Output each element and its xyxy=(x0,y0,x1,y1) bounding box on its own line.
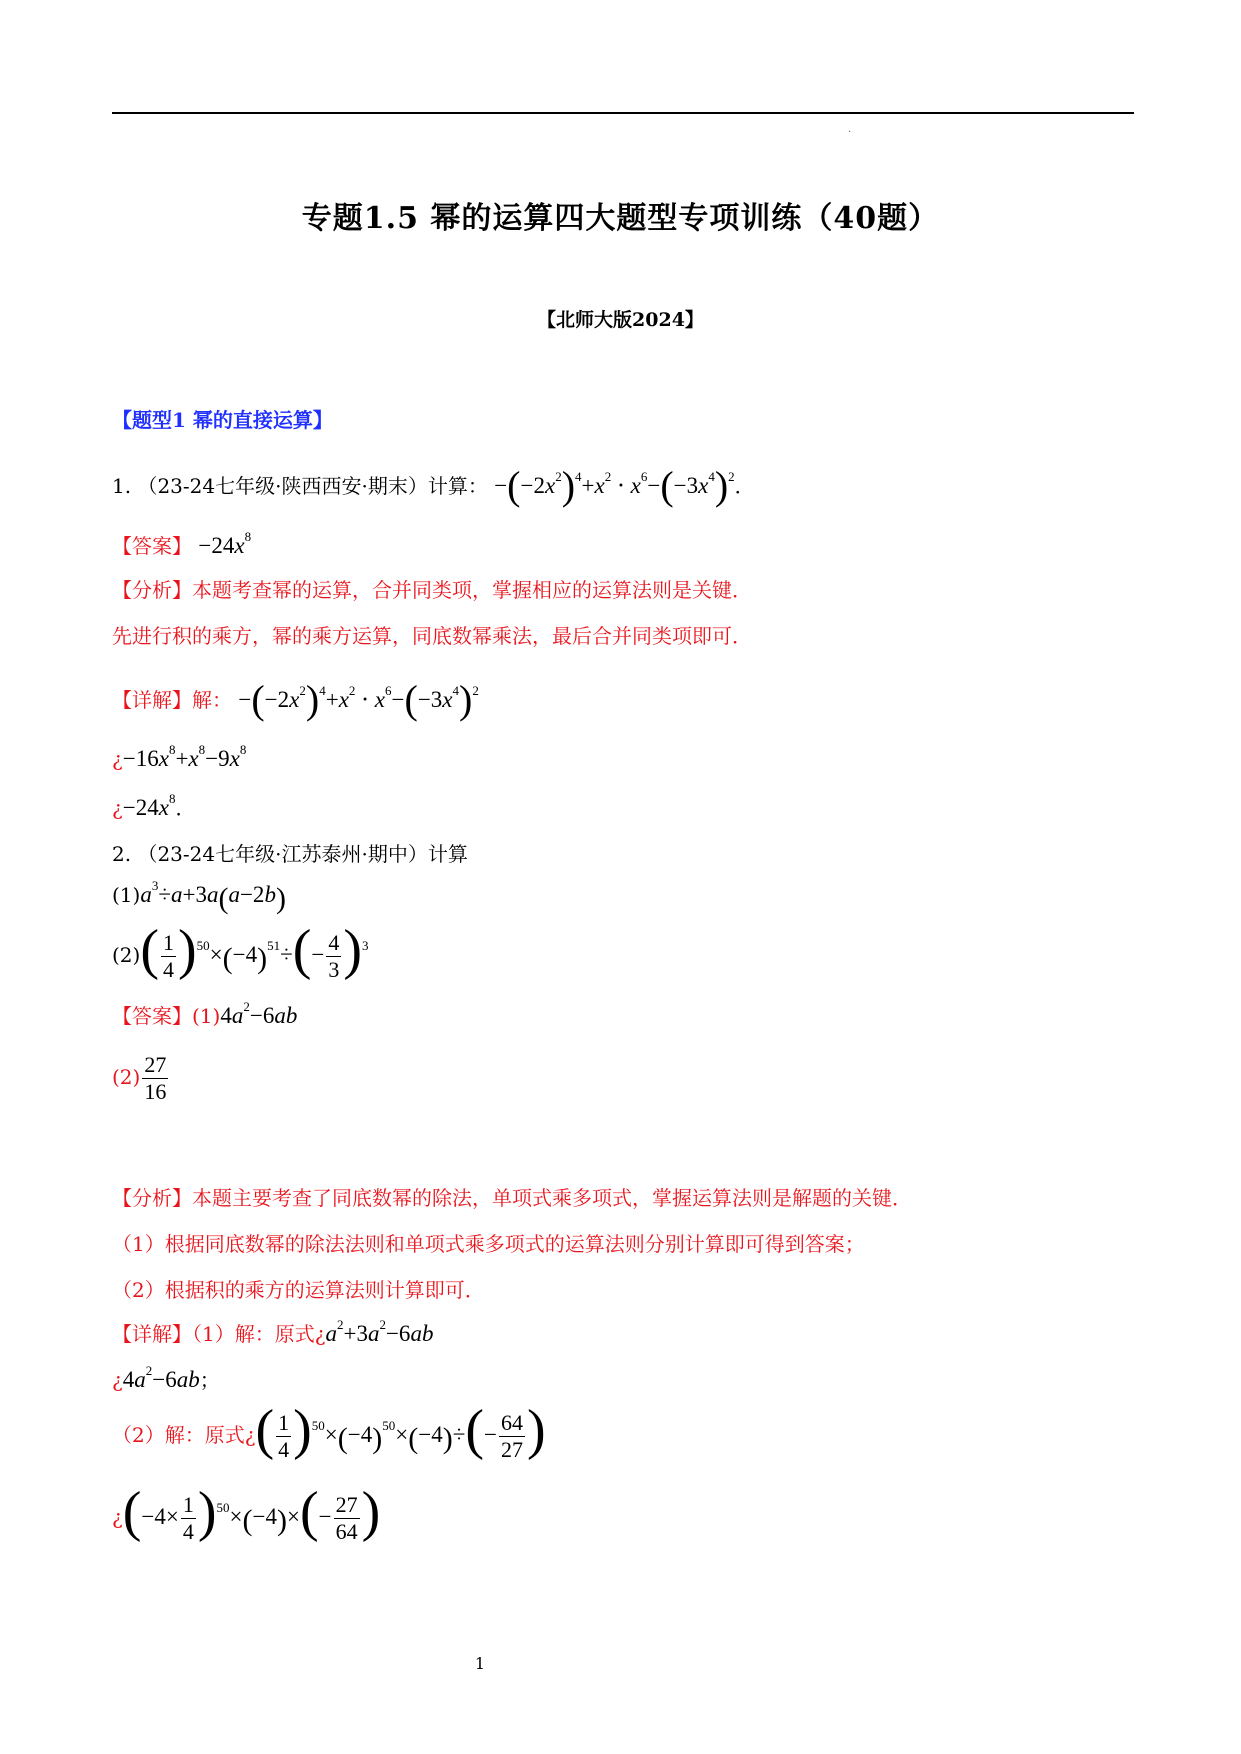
q2-analysis-line3: （2）根据积的乘方的运算法则计算即可． xyxy=(112,1278,485,1302)
q1-source: （23-24七年级·陕西西安·期末）计算： xyxy=(137,474,488,498)
q2-analysis-line2: （1）根据同底数幂的除法法则和单项式乘多项式的运算法则分别计算即可得到答案； xyxy=(112,1232,865,1256)
section-heading-type1: 【题型1 幂的直接运算】 xyxy=(112,408,333,432)
q1-detail: 【详解】解： $-(-2x^2)^4+x^2 \cdot x^6-(-3x^4)^2$ xyxy=(112,677,479,722)
q1-answer xyxy=(112,530,251,559)
header-dot: . xyxy=(848,124,852,135)
q2-detail-part1: 【详解】（1）解：原式¿$a^2+3a^2-6ab$ xyxy=(112,1317,434,1346)
q2-analysis-line1: 【分析】本题主要考查了同底数幂的除法，单项式乘多项式，掌握运算法则是解题的关键． xyxy=(112,1186,912,1210)
page-title: 专题1.5 幂的运算四大题型专项训练（40题） xyxy=(301,201,940,236)
header-rule xyxy=(112,112,1134,114)
q2-part1: $(1)a^3\div a+3a(a-2b)$ xyxy=(112,878,286,915)
q1-expression: $-(-2x^2)^4+x^2 \cdot x^6-(-3x^4)^2$ xyxy=(494,463,735,508)
q2-answer: 【答案】$(1)4a^2-6ab$ xyxy=(112,999,298,1028)
edition-label: 【北师大版2024】 xyxy=(537,309,704,331)
q1-number: 1. xyxy=(112,474,132,498)
question-1: 1. （23-24七年级·陕西西安·期末）计算： $-(-2x^2)^4+x^2 \cdot x^6-(-3x^4)^2$． xyxy=(112,463,755,508)
q2-part2: (2)( $\frac{1}{4}$ )$^{50}\times(-4)^{51}\div(-$ $\frac{4}{3}$ )$^3$ xyxy=(112,918,369,982)
q1-analysis-line2: 先进行积的乘方，幂的乘方运算，同底数幂乘法，最后合并同类项即可． xyxy=(112,624,752,648)
q1-step1: ¿$-16x^8+x^8-9x^8$ xyxy=(112,742,247,771)
q1-answer-label: 【答案】 xyxy=(112,534,192,558)
question-2: 2. （23-24七年级·江苏泰州·期中）计算 xyxy=(112,842,468,866)
q2-detail-part2-step: ¿(−4× $\frac{1}{4}$ )$^{50}$×(−4)×(− $\frac{27}{64}$ ) xyxy=(112,1480,381,1544)
q1-answer-value: $-24x^8$ xyxy=(198,529,252,558)
page-number: 1 xyxy=(474,1654,486,1673)
q2-answer-part2: (2) $\frac{27}{16}$ xyxy=(112,1052,167,1104)
q2-detail-part1-step: ¿$4a^2-6ab$； xyxy=(112,1363,220,1392)
q1-step2: ¿$-24x^8$． xyxy=(112,791,196,820)
q2-detail-part2: （2）解：原式¿( $\frac{1}{4}$ )$^{50}\times(-4)^{50}\times(-4)\div(-$ $\frac{64}{27}$ ) xyxy=(112,1398,546,1462)
q1-analysis-line1: 【分析】本题考查幂的运算，合并同类项，掌握相应的运算法则是关键． xyxy=(112,578,752,602)
